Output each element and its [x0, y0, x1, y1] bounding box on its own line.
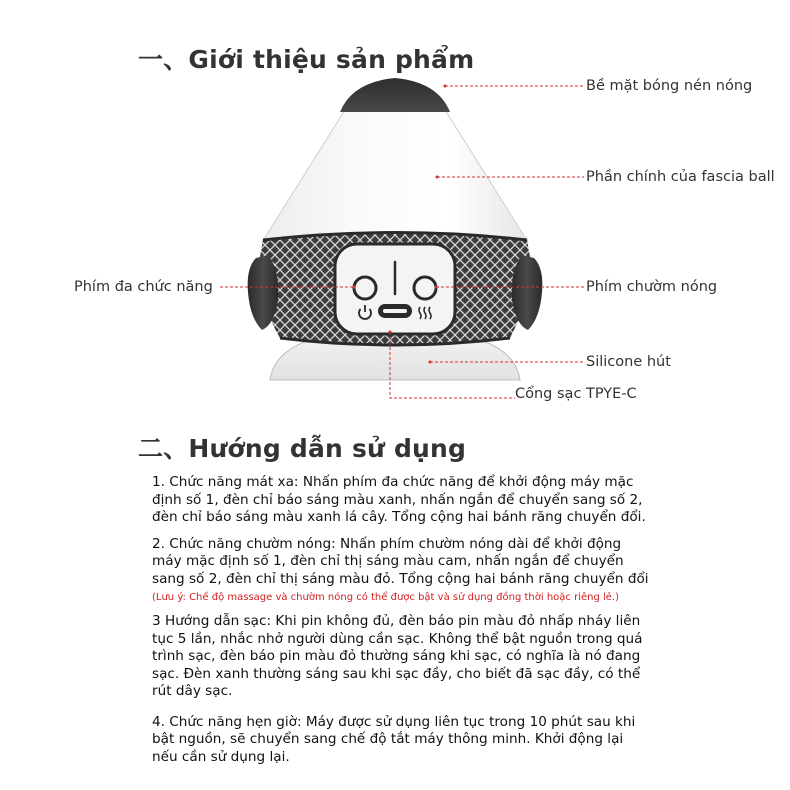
instruction-charging: 3 Hướng dẫn sạc: Khi pin không đủ, đèn báo pin màu đỏ nhấp nháy liên tục 5 lần, nhắc nhở người dùng cần sạc. Không thể bật nguồn trong quá trình sạc, đèn báo pin màu đỏ thường sáng khi sạc, có nghĩa là nó đang sạc. Đèn xanh thường sáng sau khi sạc đầy, cho biết đã sạc đầy, có thể rút dây sạc. — [152, 613, 643, 699]
label-main-body: Phần chính của fascia ball — [586, 169, 775, 185]
label-hot-ball-surface: Bề mặt bóng nén nóng — [586, 78, 753, 94]
usage-instructions — [152, 474, 652, 766]
label-silicone-suction: Silicone hút — [586, 354, 671, 370]
hot-compress-key[interactable] — [414, 277, 436, 299]
hot-ball-cap — [340, 78, 450, 112]
instruction-massage: 1. Chức năng mát xa: Nhấn phím đa chức năng để khởi động máy mặc định số 1, đèn chỉ báo sáng màu xanh, nhấn ngắn để chuyển sang số 2, đèn chỉ báo sáng màu xanh lá cây. Tổng cộng hai bánh răng chuyển đổi. — [152, 474, 646, 525]
section-title-intro: 一、Giới thiệu sản phẩm — [138, 45, 475, 74]
label-charging-port: Cổng sạc TPYE-C — [515, 386, 637, 402]
instruction-timer: 4. Chức năng hẹn giờ: Máy được sử dụng liên tục trong 10 phút sau khi bật nguồn, sẽ chuyển sang chế độ tắt máy thông minh. Khởi động lại nếu cần sử dụng lại. — [152, 713, 636, 765]
instruction-note: (Lưu ý: Chế độ massage và chườm nóng có thể được bật và sử dụng đồng thời hoặc riêng lẻ.) — [152, 592, 619, 603]
label-multifunction-key: Phím đa chức năng — [74, 279, 213, 295]
main-body-cone — [262, 110, 528, 242]
label-hot-compress-key: Phím chườm nóng — [586, 279, 718, 295]
multifunction-key[interactable] — [354, 277, 376, 299]
instruction-hot-compress: 2. Chức năng chườm nóng: Nhấn phím chườm nóng dài để khởi động máy mặc định số 1, đèn chỉ thị sáng màu cam, nhấn ngắn để chuyển sang số 2, đèn chỉ thị sáng màu đỏ. Tổng cộng hai bánh răng chuyển đổi — [152, 535, 649, 587]
section-title-usage: 二、Hướng dẫn sử dụng — [138, 434, 467, 463]
